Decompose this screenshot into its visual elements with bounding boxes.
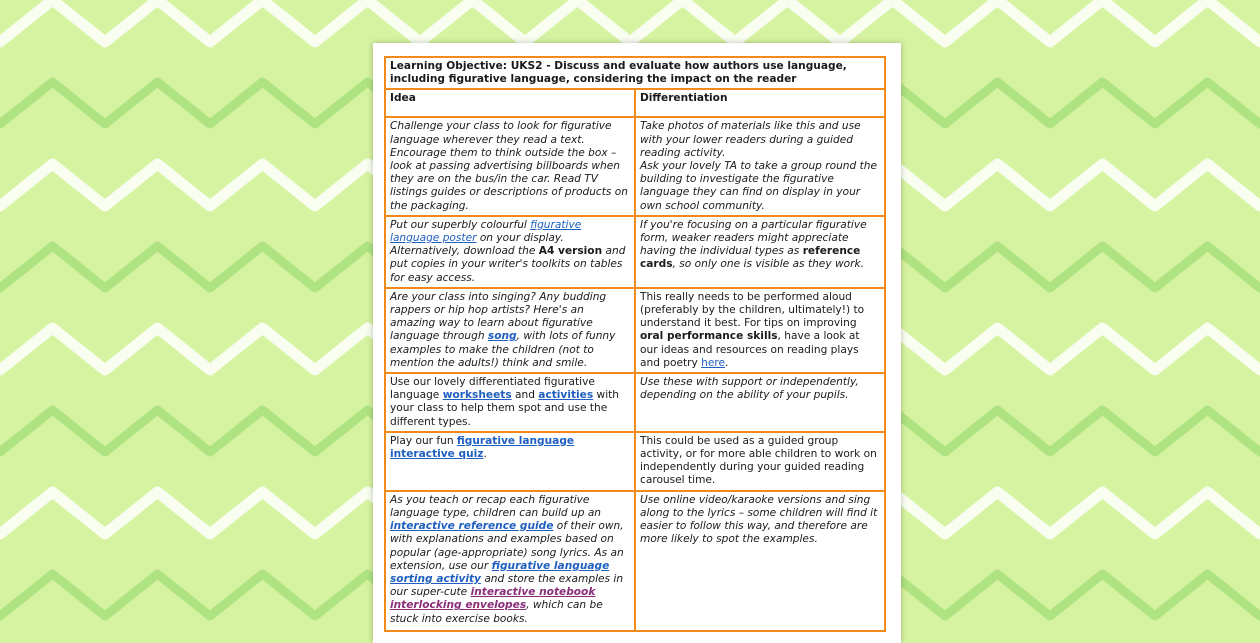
differentiation-text: .	[725, 356, 729, 369]
table-row	[385, 373, 885, 432]
idea-cell	[385, 117, 635, 215]
header-row	[385, 89, 885, 117]
lesson-plan-sheet	[373, 43, 901, 643]
idea-text: and put copies in your writer's toolkits on tables for easy access.	[390, 245, 626, 284]
idea-text: and	[511, 389, 539, 402]
idea-cell	[385, 491, 635, 631]
interactive-reference-guide-link[interactable]: interactive reference guide	[390, 520, 554, 533]
table-row	[385, 288, 885, 373]
differentiation-cell	[635, 288, 885, 373]
differentiation-text: , so only one is visible as they work.	[672, 258, 864, 271]
idea-text: with your class to help them spot and use the different types.	[390, 389, 619, 428]
differentiation-cell	[635, 491, 885, 631]
ideas-table	[384, 56, 886, 632]
interlocking-envelopes-link[interactable]: interactive notebook interlocking envelopes	[390, 586, 596, 612]
idea-cell	[385, 216, 635, 288]
a4-version-text: A4 version	[538, 245, 603, 258]
here-link[interactable]: here	[701, 356, 726, 369]
differentiation-text: Use online video/karaoke versions and sing along to the lyrics – some children will find it easier to follow this way, and therefore are more likely to spot the examples.	[640, 493, 878, 546]
idea-text: Use our lovely differentiated figurative language	[390, 376, 595, 402]
idea-text: , which can be stuck into exercise books.	[390, 599, 603, 625]
header-idea: Idea	[385, 89, 635, 117]
idea-text: As you teach or recap each figurative language type, children can build up an	[390, 493, 602, 519]
differentiation-text: If you're focusing on a particular figurative form, weaker readers might appreciate having the individual types as	[640, 218, 867, 258]
table-row	[385, 117, 885, 215]
differentiation-text: This could be used as a guided group activity, or for more able children to work on independently during your guided reading carousel time.	[640, 434, 877, 487]
idea-cell	[385, 373, 635, 432]
idea-text: Are your class into singing? Any budding rappers or hip hop artists? Here's an amazing way to learn about figurative language through	[390, 290, 607, 343]
idea-cell	[385, 288, 635, 373]
table-row	[385, 491, 885, 631]
idea-text: of their own, with explanations and examples based on popular (age-appropriate) song lyrics. As an extension, use our	[390, 520, 624, 572]
interactive-quiz-link[interactable]: figurative language interactive quiz	[390, 434, 575, 461]
reference-cards-text: reference cards	[640, 245, 861, 271]
differentiation-cell	[635, 373, 885, 432]
differentiation-cell	[635, 117, 885, 215]
activities-link[interactable]: activities	[538, 389, 594, 402]
differentiation-text: Use these with support or independently, depending on the ability of your pupils.	[640, 376, 859, 402]
figurative-language-poster-link[interactable]: figurative language poster	[390, 218, 582, 245]
idea-text: and store the examples in our super-cute	[390, 572, 624, 599]
idea-text: .	[483, 448, 487, 461]
differentiation-text: , have a look at our ideas and resources on reading plays and poetry	[640, 330, 860, 369]
sorting-activity-link[interactable]: figurative language sorting activity	[390, 559, 610, 585]
differentiation-text: This really needs to be performed aloud (preferably by the children, ultimately!) to understand it best. For tips on improving	[640, 290, 865, 330]
differentiation-cell	[635, 216, 885, 288]
differentiation-text: Take photos of materials like this and use with your lower readers during a guided reading activity.	[640, 120, 861, 159]
oral-performance-skills-text: oral performance skills	[640, 330, 778, 343]
idea-cell	[385, 432, 635, 491]
header-differentiation: Differentiation	[635, 89, 885, 117]
idea-text: Put our superbly colourful	[390, 218, 531, 231]
idea-text: , with lots of funny examples to make the children (not to mention the adults!) think and smile.	[390, 330, 616, 369]
table-row	[385, 432, 885, 491]
table-row	[385, 216, 885, 288]
idea-text: Challenge your class to look for figurative language wherever they read a text. Encourage them to think outside the box – look at passing advertising billboards when they are on the bus/in the car. Read TV listings guides or descriptions of products on the packaging.	[390, 120, 628, 212]
objective-row	[385, 57, 885, 89]
song-link[interactable]: song	[487, 330, 517, 343]
idea-text: on your display. Alternatively, download the	[390, 232, 564, 258]
differentiation-text: Ask your lovely TA to take a group round the building to investigate the figurative language they can find on display in your own school community.	[640, 160, 877, 212]
idea-text: Play our fun	[390, 434, 457, 447]
learning-objective: Learning Objective: UKS2 - Discuss and evaluate how authors use language, including figurative language, considering the impact on the reader	[385, 57, 885, 89]
worksheets-link[interactable]: worksheets	[442, 389, 512, 402]
differentiation-cell	[635, 432, 885, 491]
